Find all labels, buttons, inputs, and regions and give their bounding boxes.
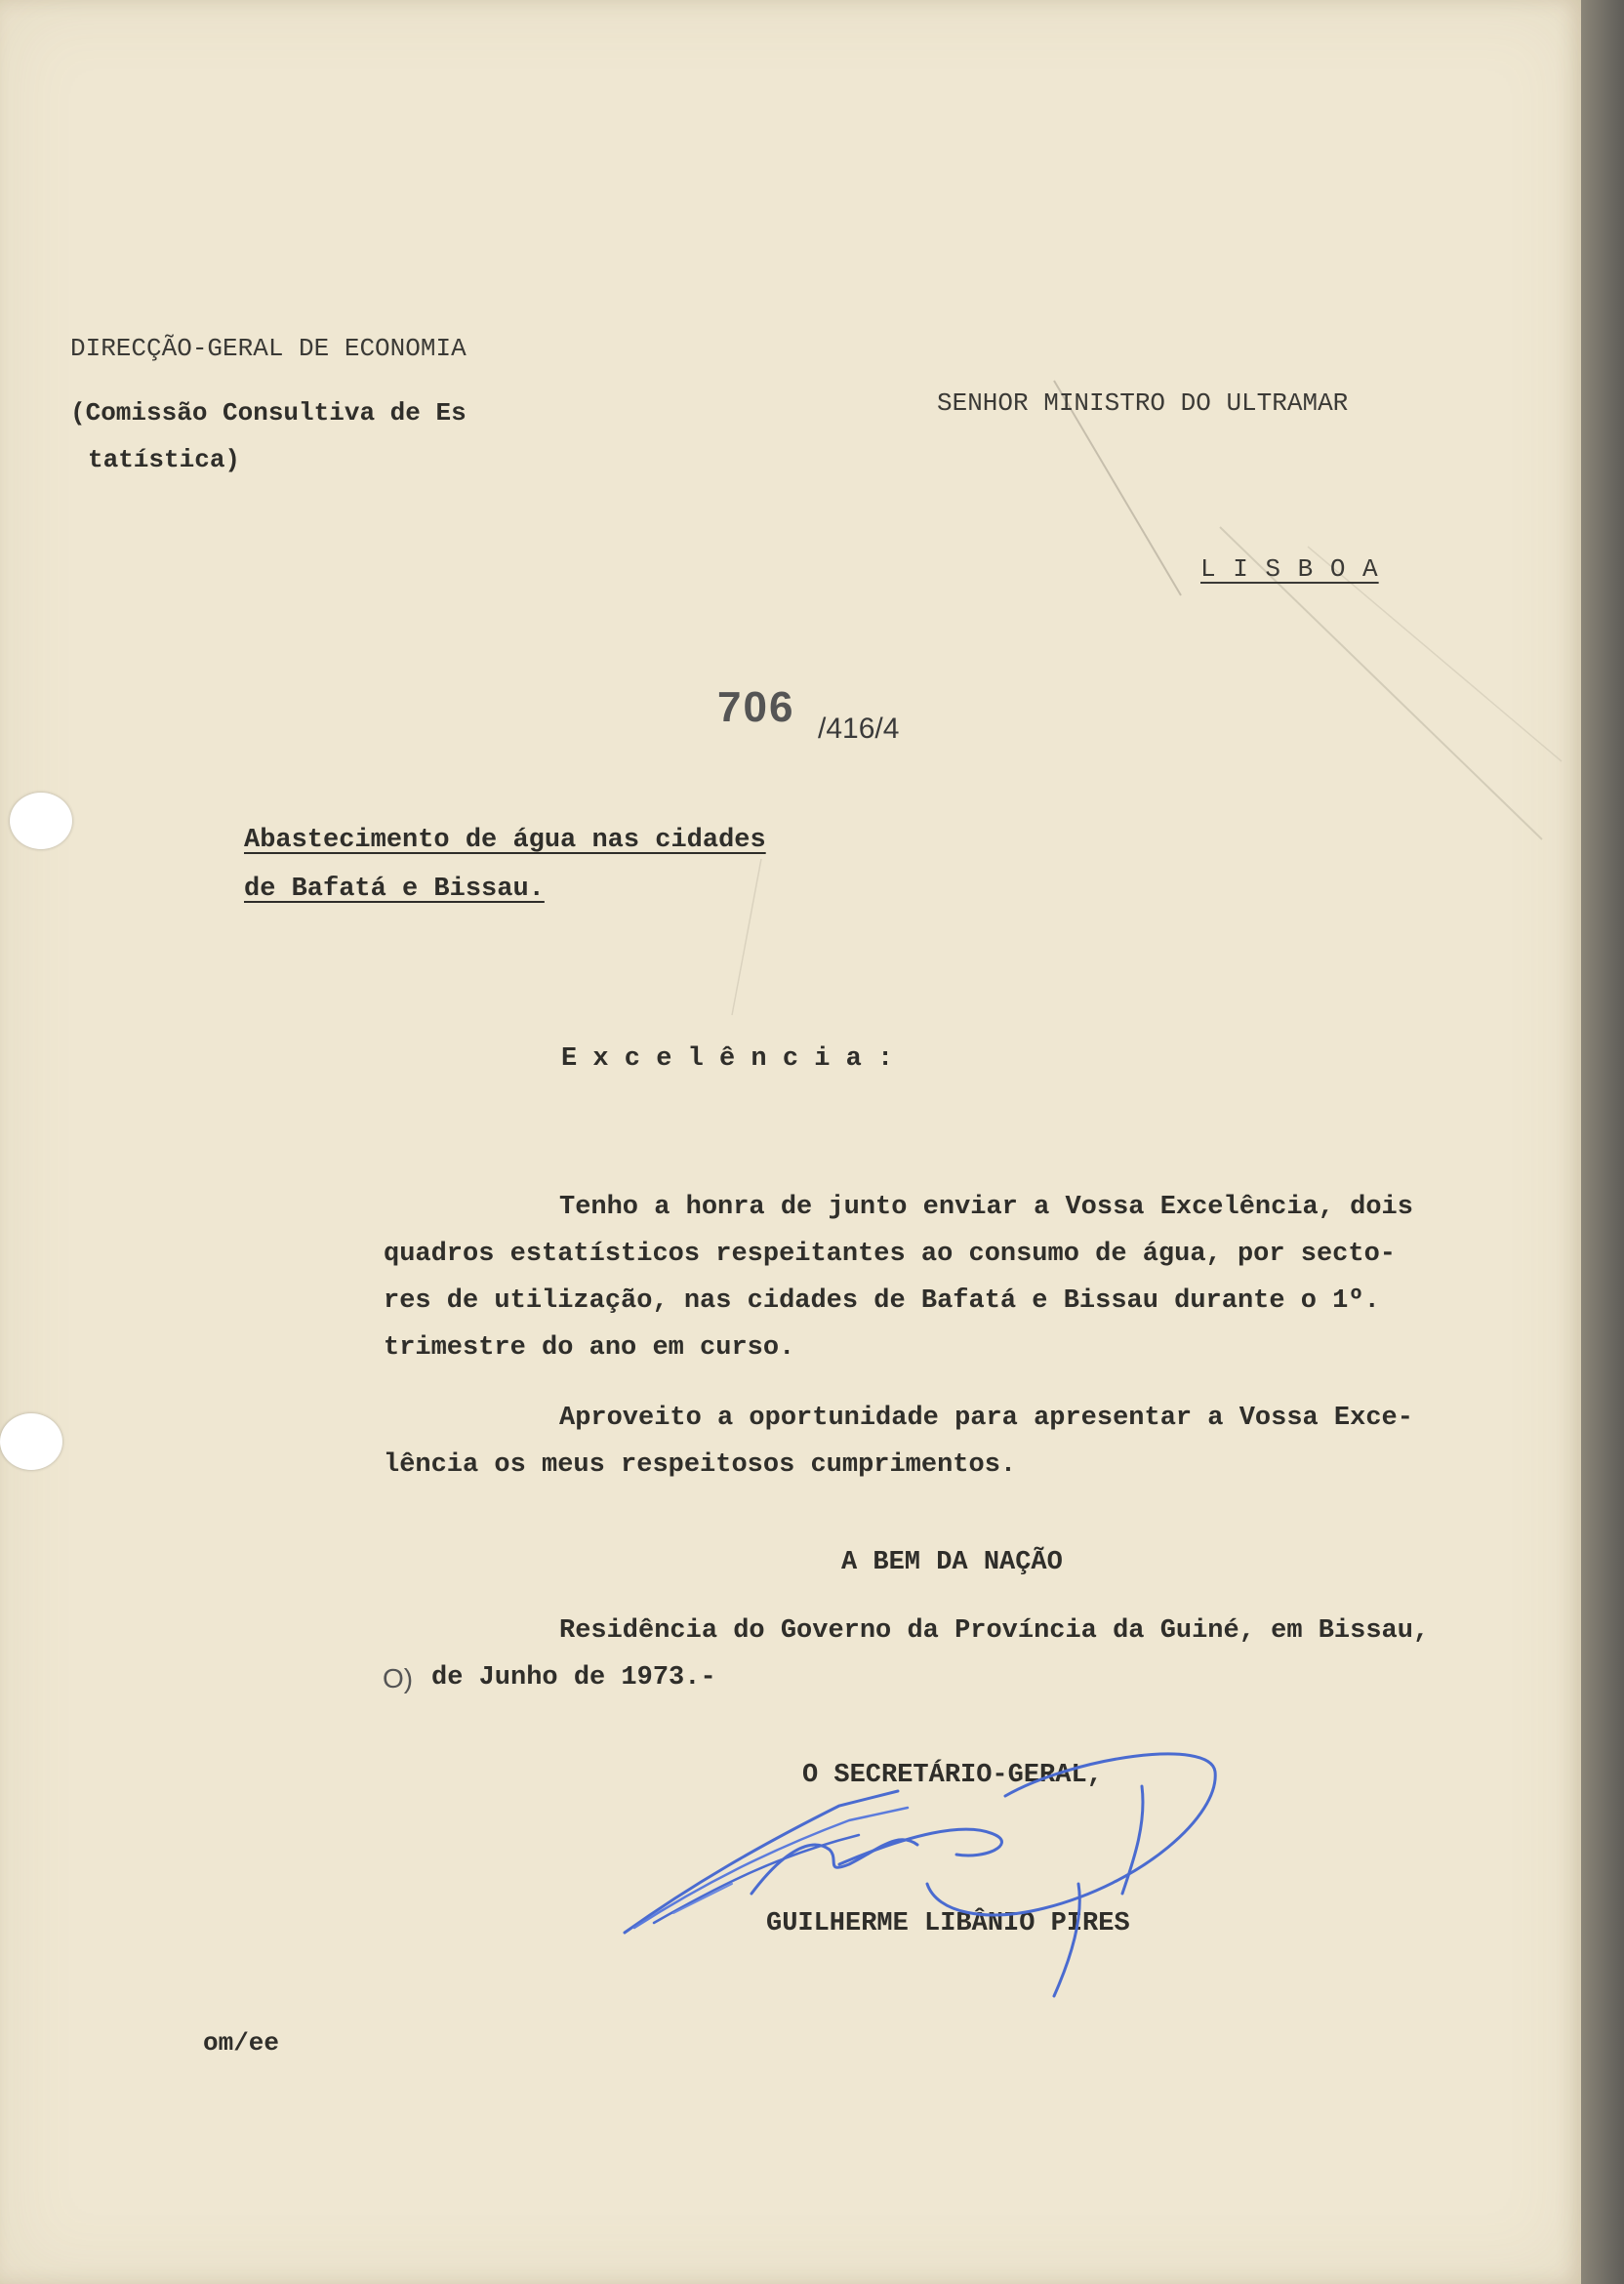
closing-place-line-2: de Junho de 1973.-: [431, 1663, 716, 1693]
body-p1-line-4: trimestre do ano em curso.: [384, 1333, 795, 1363]
salutation: E x c e l ê n c i a :: [561, 1044, 894, 1074]
typist-initials: om/ee: [203, 2028, 280, 2058]
body-p2-line-2: lência os meus respeitosos cumprimentos.: [384, 1450, 1017, 1480]
subject-line-1: Abastecimento de água nas cidades: [244, 826, 766, 855]
reference-number: 706: [717, 683, 795, 731]
scan-edge: [1581, 0, 1624, 2284]
commission-line-2: tatística): [88, 445, 241, 474]
body-p1-line-2: quadros estatísticos respeitantes ao consumo de água, por secto-: [384, 1240, 1396, 1269]
recipient-city: L I S B O A: [1200, 554, 1379, 584]
body-p1-line-1: Tenho a honra de junto enviar a Vossa Excelência, dois: [559, 1193, 1413, 1222]
body-p1-line-3: res de utilização, nas cidades de Bafatá e Bissau durante o 1º.: [384, 1286, 1380, 1316]
signature-role: O SECRETÁRIO-GERAL,: [802, 1761, 1103, 1790]
subject-line-2: de Bafatá e Bissau.: [244, 875, 545, 904]
reference-suffix: /416/4: [818, 713, 900, 745]
body-p2-line-1: Aproveito a oportunidade para apresentar a Vossa Exce-: [559, 1404, 1413, 1433]
closing-motto: A BEM DA NAÇÃO: [841, 1548, 1063, 1577]
recipient-title: SENHOR MINISTRO DO ULTRAMAR: [937, 388, 1349, 418]
handwritten-signature: [615, 1737, 1239, 2011]
commission-line-1: (Comissão Consultiva de Es: [70, 398, 467, 428]
department-name: DIRECÇÃO-GERAL DE ECONOMIA: [70, 334, 467, 363]
closing-place-line-1: Residência do Governo da Província da Guiné, em Bissau,: [559, 1616, 1430, 1646]
day-handwritten-mark: O): [383, 1663, 414, 1693]
signatory-name: GUILHERME LIBÂNIO PIRES: [766, 1909, 1130, 1938]
